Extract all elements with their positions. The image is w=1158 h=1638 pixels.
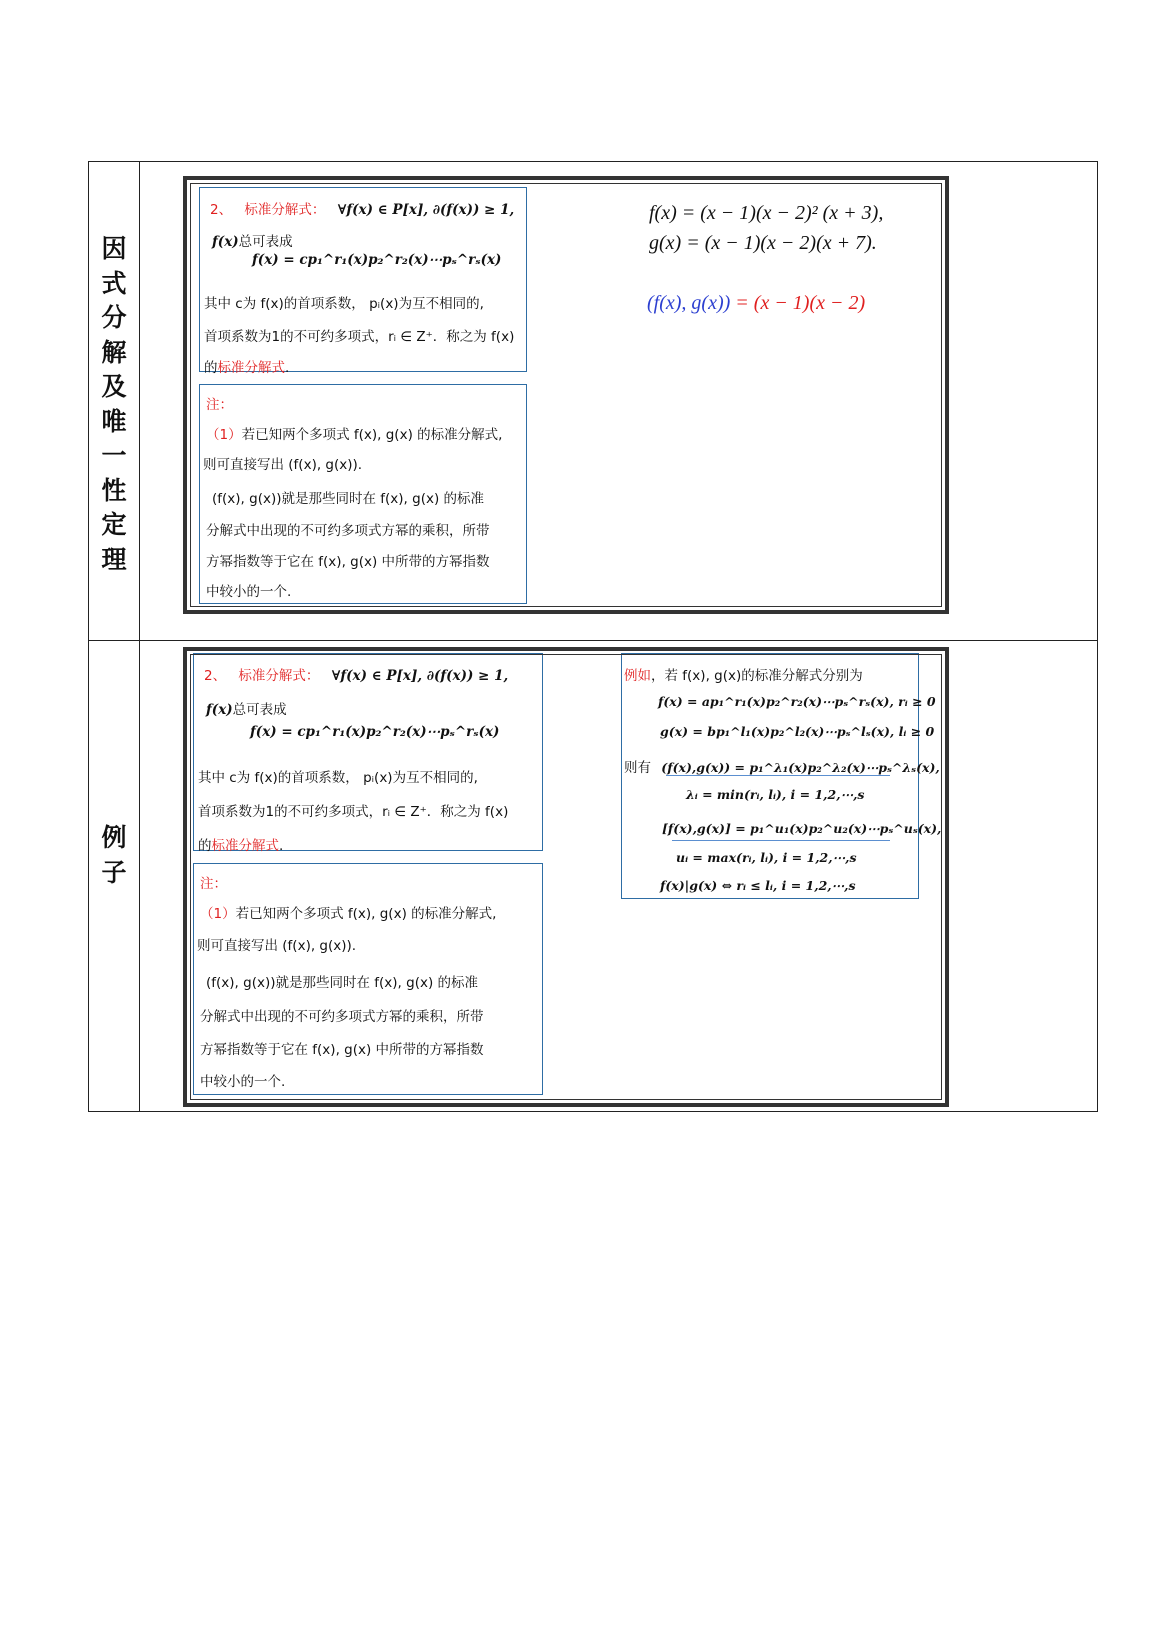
note-title: 注： xyxy=(200,876,227,892)
example-eq-f: f(x) = (x − 1)(x − 2)² (x + 3), xyxy=(649,202,884,224)
example-gcd-line xyxy=(624,756,940,776)
note-line-3: (f(x), g(x))就是那些同时在 f(x), g(x) 的标准 xyxy=(206,975,479,991)
text: . xyxy=(279,838,284,854)
underline xyxy=(672,840,890,841)
highlight-text: 标准分解式 xyxy=(211,838,279,854)
standard-form-formula: f(x) = cp₁^r₁(x)p₂^r₂(x)⋯pₛ^rₛ(x) xyxy=(250,724,500,740)
heading-title: 标准分解式： xyxy=(238,668,320,684)
definition-line-6 xyxy=(198,834,283,854)
row-content-example xyxy=(140,641,1098,1112)
math-text: f(x) xyxy=(212,234,239,250)
underline xyxy=(666,775,890,776)
example-eq-g: g(x) = bp₁^l₁(x)p₂^l₂(x)⋯pₛ^lₛ(x), lᵢ ≥ 0 xyxy=(660,724,935,739)
example-eq-f: f(x) = ap₁^r₁(x)p₂^r₂(x)⋯pₛ^rₛ(x), rᵢ ≥ 0 xyxy=(658,694,936,709)
note-line-5: 方幂指数等于它在 f(x), g(x) 中所带的方幂指数 xyxy=(200,1042,484,1058)
lcm-formula: [f(x),g(x)] = p₁^u₁(x)p₂^u₂(x)⋯pₛ^uₛ(x), xyxy=(662,821,942,836)
label-char: 一 xyxy=(101,441,127,470)
row-content-theorem xyxy=(140,162,1098,641)
gcd-formula: (f(x),g(x)) = p₁^λ₁(x)p₂^λ₂(x)⋯pₛ^λₛ(x), xyxy=(661,760,940,775)
heading-number: 2、 xyxy=(204,668,227,684)
text: 的 xyxy=(198,838,212,854)
heading-math: ∀f(x) ∈ P[x], ∂(f(x)) ≥ 1, xyxy=(331,668,509,684)
note-number: （1） xyxy=(200,906,236,922)
note-line-5: 方幂指数等于它在 f(x), g(x) 中所带的方幂指数 xyxy=(206,554,490,570)
label-char: 性 xyxy=(101,475,127,505)
divides-formula: f(x)|g(x) ⇔ rᵢ ≤ lᵢ, i = 1,2,⋯,s xyxy=(660,878,856,893)
text: 若已知两个多项式 f(x), g(x) 的标准分解式, xyxy=(235,906,497,922)
slide-image xyxy=(183,647,949,1107)
example-intro xyxy=(624,664,863,684)
label-char: 定 xyxy=(101,510,127,539)
definition-line-5: 首项系数为1的不可约多项式，rᵢ ∈ Z⁺．称之为 f(x) xyxy=(204,329,515,345)
text: ，若 f(x), g(x)的标准分解式分别为 xyxy=(651,668,863,684)
example-box xyxy=(621,653,942,899)
note-line-6: 中较小的一个. xyxy=(206,584,292,600)
definition-heading xyxy=(204,664,508,684)
definition-line-4: 其中 c为 f(x)的首项系数， pᵢ(x)为互不相同的, xyxy=(204,296,484,312)
text: . xyxy=(285,360,290,376)
label-char: 解 xyxy=(101,337,127,367)
highlight-text: 标准分解式 xyxy=(217,360,285,376)
note-line-2: 则可直接写出 (f(x), g(x)). xyxy=(203,457,363,473)
note-line-1 xyxy=(200,902,496,922)
label-char: 例 xyxy=(101,823,127,852)
label-char: 式 xyxy=(101,268,127,298)
lambda-formula: λᵢ = min(rᵢ, lᵢ), i = 1,2,⋯,s xyxy=(686,787,865,802)
definition-line-6 xyxy=(204,356,289,376)
example-row xyxy=(89,641,1098,1112)
note-line-2: 则可直接写出 (f(x), g(x)). xyxy=(197,938,357,954)
theorem-row xyxy=(89,162,1098,641)
note-title: 注： xyxy=(206,397,233,413)
text: 总可表成 xyxy=(238,234,293,250)
note-line-3: (f(x), g(x))就是那些同时在 f(x), g(x) 的标准 xyxy=(212,491,485,507)
definition-box xyxy=(199,187,527,376)
heading-title: 标准分解式： xyxy=(244,202,326,218)
heading-math: ∀f(x) ∈ P[x], ∂(f(x)) ≥ 1, xyxy=(337,202,515,218)
definition-line-4: 其中 c为 f(x)的首项系数， pᵢ(x)为互不相同的, xyxy=(198,770,478,786)
text: 的 xyxy=(204,360,218,376)
label-char: 理 xyxy=(101,544,127,574)
example-gcd xyxy=(647,292,865,315)
u-formula: uᵢ = max(rᵢ, lᵢ), i = 1,2,⋯,s xyxy=(676,850,857,865)
vertical-label xyxy=(89,821,139,890)
text: 总可表成 xyxy=(232,702,287,718)
example-eq-g: g(x) = (x − 1)(x − 2)(x + 7). xyxy=(649,232,877,254)
gcd-left: (f(x), g(x)) xyxy=(647,292,731,314)
label-char: 因 xyxy=(101,234,127,263)
row-label-theorem xyxy=(89,162,140,641)
note-number: （1） xyxy=(206,427,242,443)
heading-number: 2、 xyxy=(210,202,233,218)
note-line-4: 分解式中出现的不可约多项式方幂的乘积，所带 xyxy=(200,1009,484,1025)
gcd-right: = (x − 1)(x − 2) xyxy=(730,292,866,314)
slide-image xyxy=(183,176,949,614)
definition-heading xyxy=(210,198,514,218)
note-box xyxy=(199,384,527,604)
text: 若已知两个多项式 f(x), g(x) 的标准分解式, xyxy=(241,427,503,443)
label-char: 唯 xyxy=(101,406,127,436)
definition-line-2 xyxy=(206,698,287,718)
definition-line-2 xyxy=(212,230,293,250)
definition-box xyxy=(193,653,543,854)
label-char: 子 xyxy=(101,857,127,887)
vertical-label xyxy=(89,232,139,577)
label-char: 及 xyxy=(101,372,127,401)
row-label-example xyxy=(89,641,140,1112)
math-text: f(x) xyxy=(206,702,233,718)
label-char: 分 xyxy=(101,303,127,332)
note-box xyxy=(193,863,543,1095)
definition-line-5: 首项系数为1的不可约多项式，rᵢ ∈ Z⁺．称之为 f(x) xyxy=(198,804,509,820)
note-line-1 xyxy=(206,423,502,443)
example-label: 例如 xyxy=(624,668,651,684)
note-line-4: 分解式中出现的不可约多项式方幂的乘积，所带 xyxy=(206,523,490,539)
standard-form-formula: f(x) = cp₁^r₁(x)p₂^r₂(x)⋯pₛ^rₛ(x) xyxy=(252,252,502,268)
text: 则有 xyxy=(624,760,651,776)
note-line-6: 中较小的一个. xyxy=(200,1074,286,1090)
document-table xyxy=(88,161,1098,1112)
